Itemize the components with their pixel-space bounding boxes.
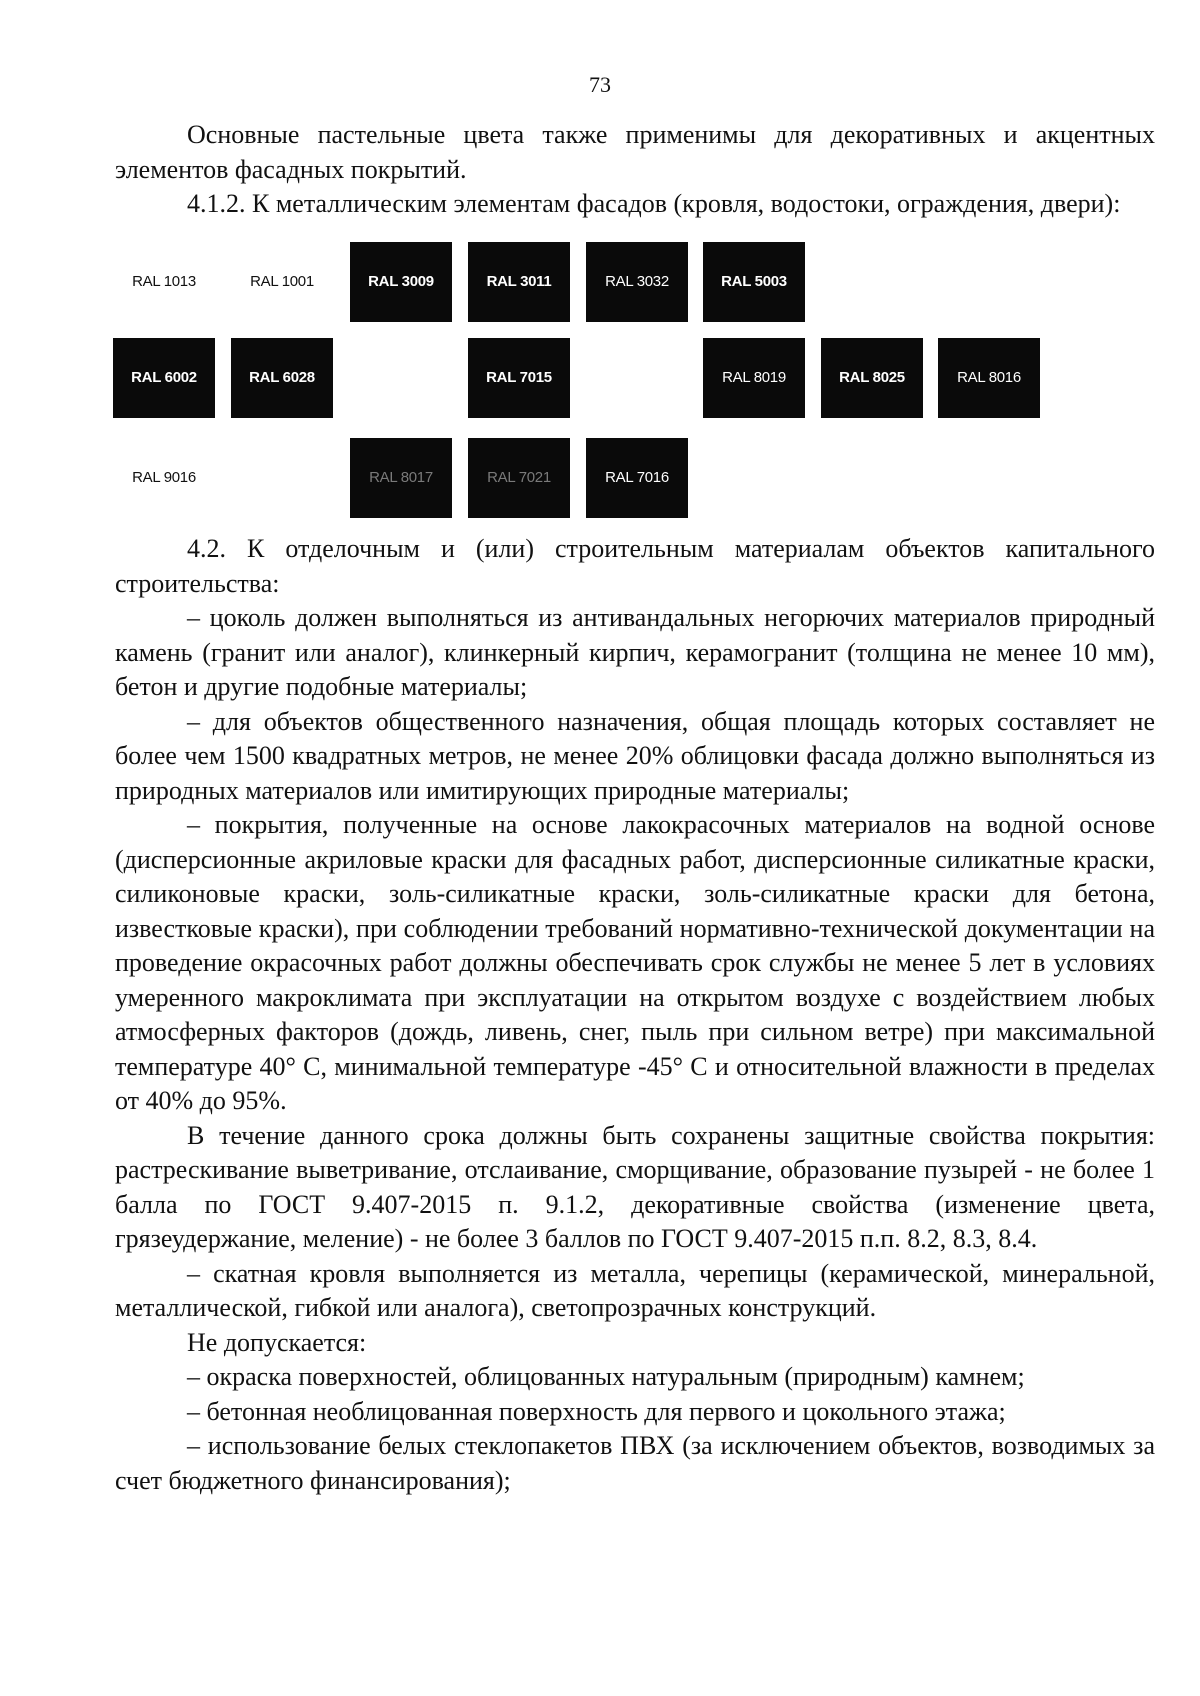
list-item-roof: – скатная кровля выполняется из металла, черепицы (керамической, минеральной, металлической, гибкой или аналога), светопрозрачных конструкций.	[115, 1258, 1155, 1322]
swatch-ral-6002: RAL 6002	[113, 338, 215, 418]
swatch-ral-8017: RAL 8017	[350, 438, 452, 518]
section-4-2	[115, 532, 1155, 1498]
page-number: 73	[589, 72, 611, 97]
paragraph-protective-properties: В течение данного срока должны быть сохранены защитные свойства покрытия: растрескивание выветривание, отслаивание, сморщивание, образование пузырей - не более 1 балла по ГОСТ 9.407-2015 п. 9.1.2, декоративные свойства (изменение цвета, грязеудержание, меление) - не более 3 баллов по ГОСТ 9.407-2015 п.п. 8.2, 8.3, 8.4.	[115, 1120, 1155, 1253]
not-allowed-heading: Не допускается:	[187, 1327, 367, 1357]
section-4-2-heading: 4.2. К отделочным и (или) строительным материалам объектов капитального строительства:	[115, 534, 1155, 598]
swatch-ral-7016: RAL 7016	[586, 438, 688, 518]
list-item-concrete-surface: – бетонная необлицованная поверхность для первого и цокольного этажа;	[187, 1396, 1006, 1426]
intro-section	[115, 118, 1155, 222]
swatch-ral-1001: RAL 1001	[231, 242, 333, 322]
swatch-ral-5003: RAL 5003	[703, 242, 805, 322]
swatch-ral-7015: RAL 7015	[468, 338, 570, 418]
section-4-1-2-heading: 4.1.2. К металлическим элементам фасадов (кровля, водостоки, ограждения, двери):	[187, 189, 1121, 218]
list-item-public-buildings: – для объектов общественного назначения, общая площадь которых составляет не более чем 1500 квадратных метров, не менее 20% облицовки фасада должно выполняться из природных материалов или имитирующих природные материалы;	[115, 706, 1155, 805]
swatch-ral-3032: RAL 3032	[586, 242, 688, 322]
swatch-ral-8016: RAL 8016	[938, 338, 1040, 418]
list-item-stone-painting: – окраска поверхностей, облицованных натуральным (природным) камнем;	[187, 1362, 1025, 1391]
list-item-plinth: – цоколь должен выполняться из антивандальных негорючих материалов природный камень (гранит или аналог), клинкерный кирпич, керамогранит (толщина не менее 10 мм), бетон и другие подобные материалы;	[115, 603, 1155, 701]
swatch-ral-9016: RAL 9016	[113, 438, 215, 518]
swatch-ral-3009: RAL 3009	[350, 242, 452, 322]
swatch-ral-1013: RAL 1013	[113, 242, 215, 322]
swatch-ral-7021: RAL 7021	[468, 438, 570, 518]
swatch-ral-6028: RAL 6028	[231, 338, 333, 418]
swatch-ral-8025: RAL 8025	[821, 338, 923, 418]
swatch-ral-3011: RAL 3011	[468, 242, 570, 322]
intro-paragraph: Основные пастельные цвета также применимы для декоративных и акцентных элементов фасадных покрытий.	[115, 120, 1155, 184]
swatch-ral-8019: RAL 8019	[703, 338, 805, 418]
list-item-white-pvc: – использование белых стеклопакетов ПВХ (за исключением объектов, возводимых за счет бюджетного финансирования);	[115, 1431, 1155, 1495]
list-item-coatings: – покрытия, полученные на основе лакокрасочных материалов на водной основе (дисперсионные акриловые краски для фасадных работ, дисперсионные силикатные краски, силиконовые краски, золь-силикатные краски, золь-силикатные краски для бетона, известковые краски), при соблюдении требований нормативно-технической документации на проведение окрасочных работ должны обеспечивать срок службы не менее 5 лет в условиях умеренного макроклимата при эксплуатации на открытом воздухе с воздействием любых атмосферных факторов (дождь, ливень, снег, пыль при сильном ветре) при максимальной температуре 40° С, минимальной температуре -45° С и относительной влажности в пределах от 40% до 95%.	[115, 810, 1155, 1115]
